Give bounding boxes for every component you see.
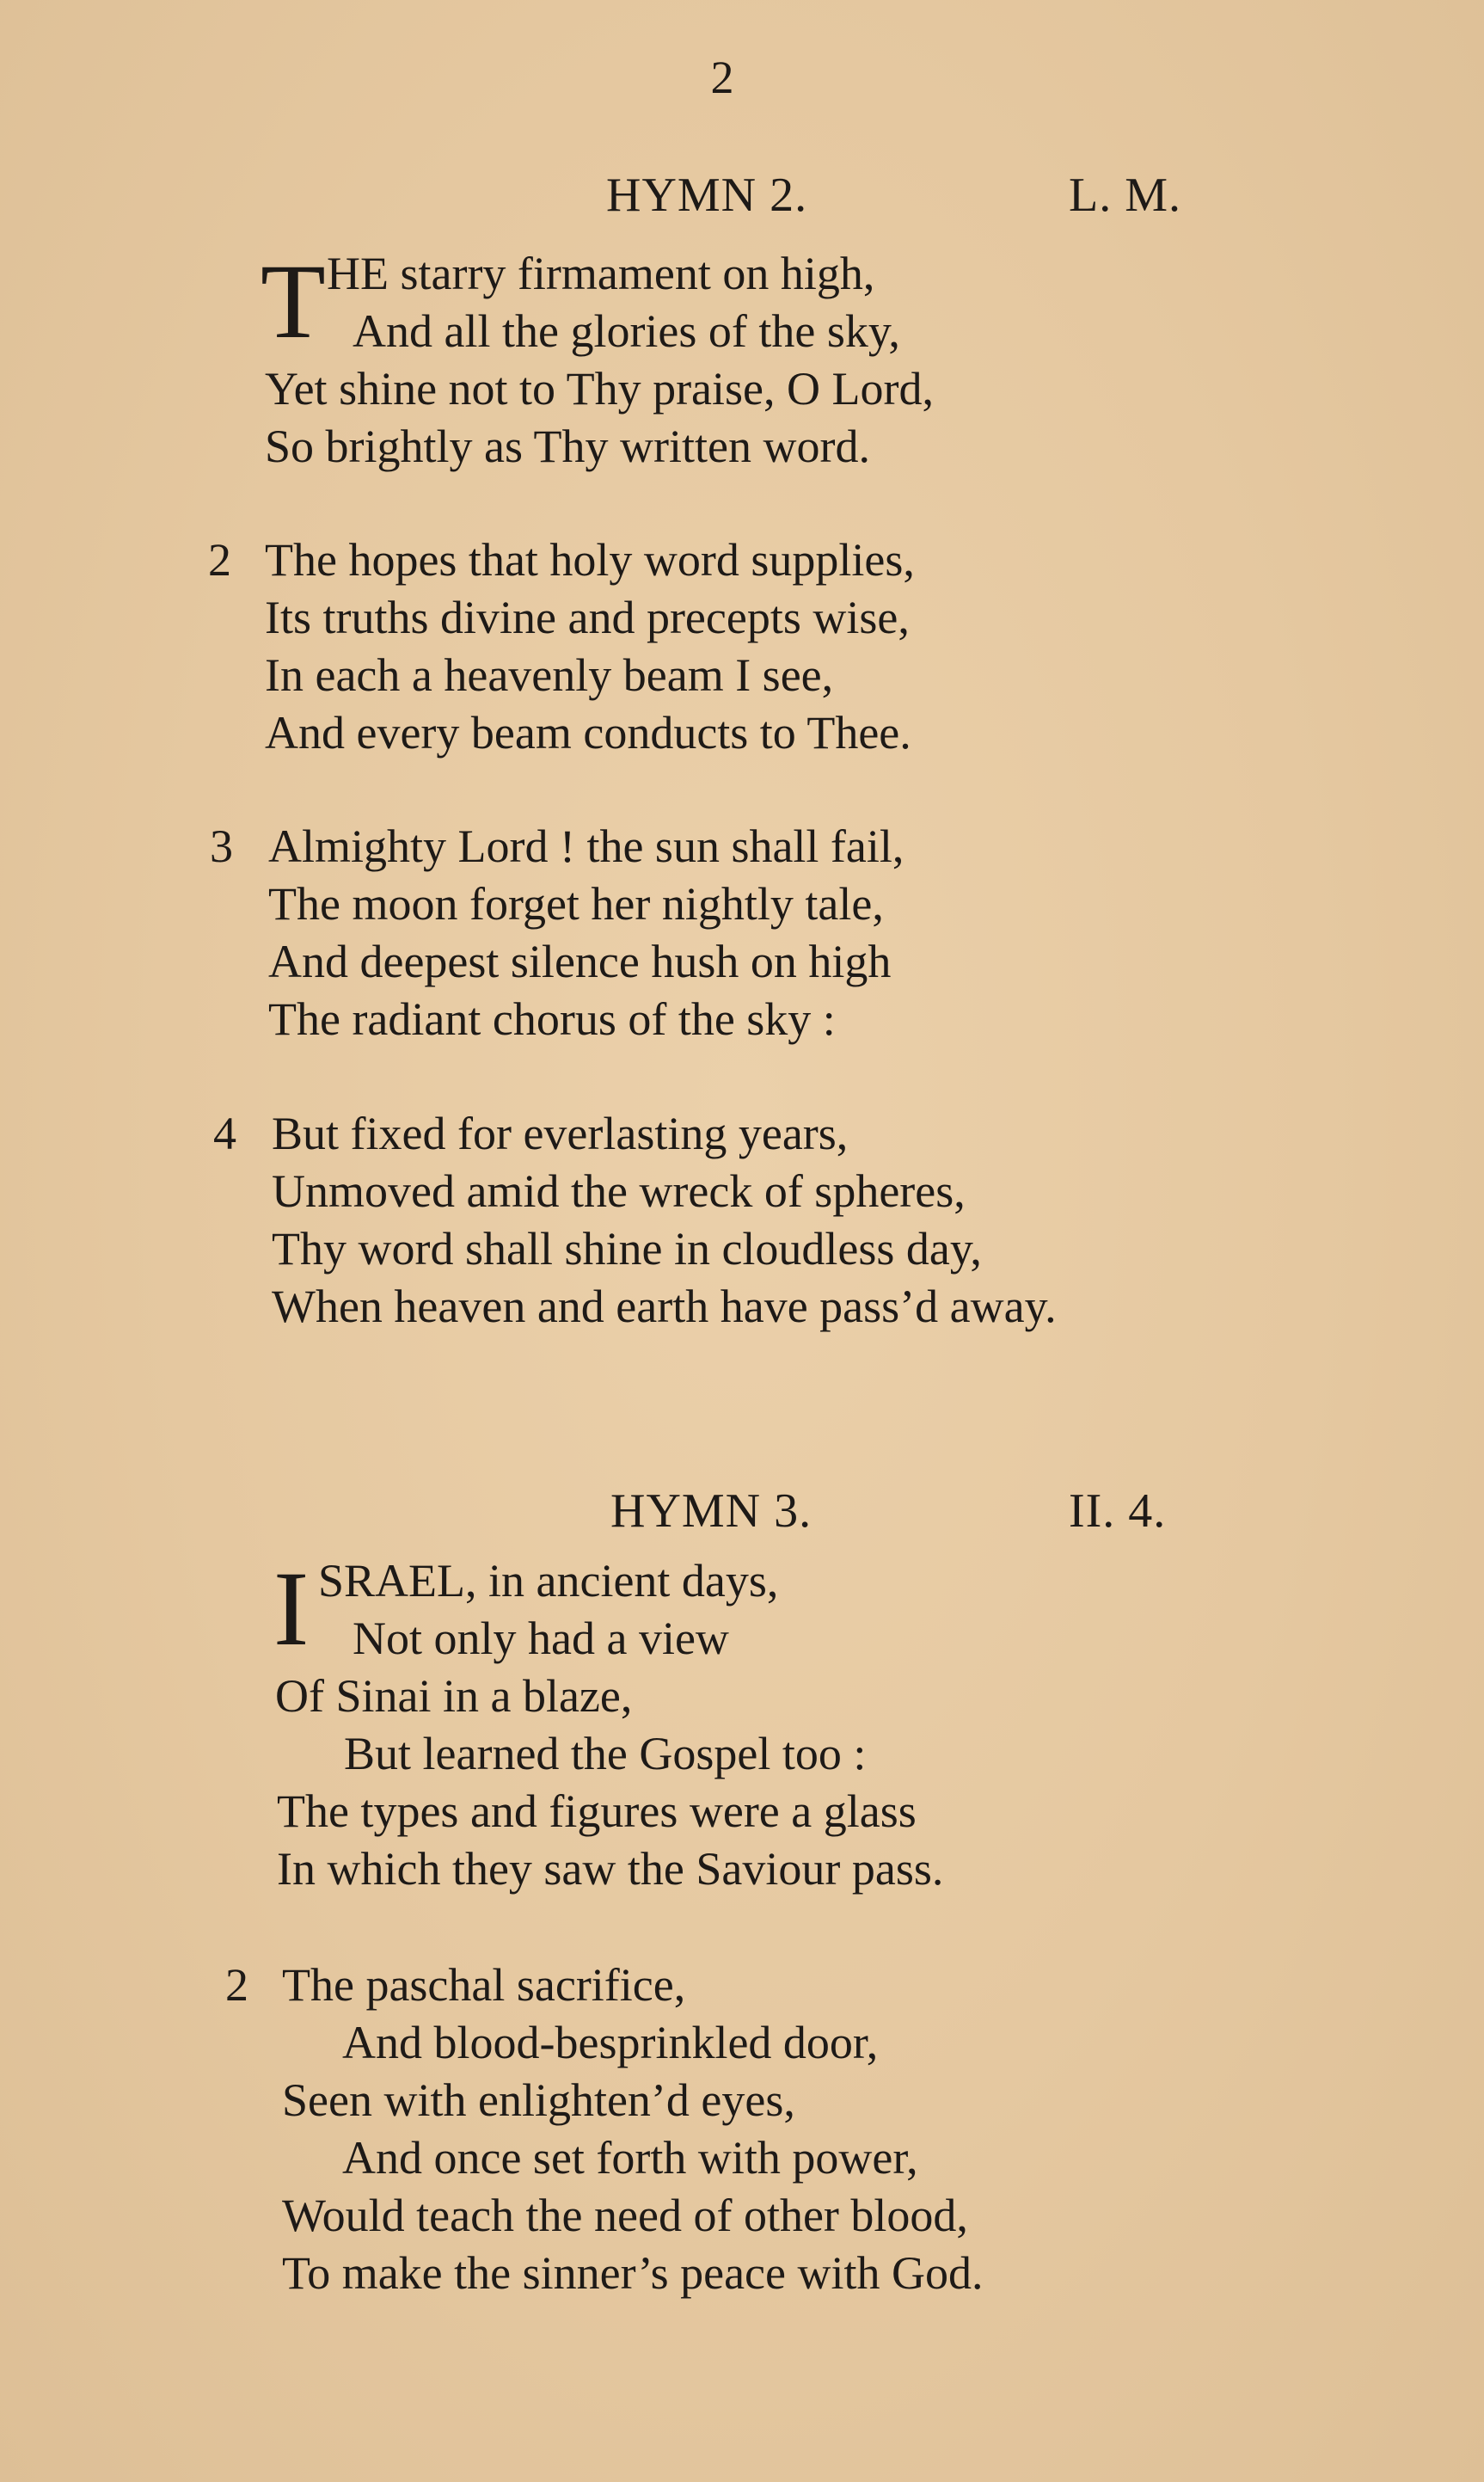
verse-line: So brightly as Thy written word. <box>265 421 870 472</box>
verse-line: Would teach the need of other blood, <box>282 2190 968 2241</box>
verse-line: Thy word shall shine in cloudless day, <box>272 1223 982 1275</box>
verse-line: To make the sinner’s peace with God. <box>282 2247 984 2299</box>
drop-cap: T <box>261 243 326 360</box>
verse-line: HE starry firmament on high, <box>327 248 875 299</box>
verse-line: The types and figures were a glass <box>277 1785 917 1837</box>
stanza-number: 3 <box>210 820 233 872</box>
page-number: 2 <box>710 52 734 103</box>
verse-line: When heaven and earth have pass’d away. <box>272 1281 1057 1332</box>
hymn-header <box>0 168 1484 223</box>
verse-line: And once set forth with power, <box>342 2132 918 2184</box>
hymn-meter: II. 4. <box>1069 1484 1167 1538</box>
hymn-meter: L. M. <box>1069 169 1181 222</box>
verse-line: The moon forget her nightly tale, <box>268 878 884 930</box>
verse-line: In which they saw the Saviour pass. <box>277 1843 944 1895</box>
hymn-title: HYMN 2. <box>606 169 808 222</box>
hymn-header <box>0 1484 1484 1539</box>
verse-line: Almighty Lord ! the sun shall fail, <box>268 820 905 872</box>
stanza-number: 4 <box>213 1108 236 1159</box>
verse-line: But fixed for everlasting years, <box>272 1108 849 1159</box>
verse-line: And all the glories of the sky, <box>353 305 900 357</box>
verse-line: Its truths divine and precepts wise, <box>265 592 910 643</box>
verse-line: The paschal sacrifice, <box>282 1959 686 2011</box>
verse-line: And deepest silence hush on high <box>268 936 892 987</box>
verse-line: The hopes that holy word supplies, <box>265 534 915 586</box>
verse-line: And every beam conducts to Thee. <box>265 707 911 759</box>
verse-line: The radiant chorus of the sky : <box>268 993 836 1045</box>
stanza-number: 2 <box>225 1959 248 2011</box>
drop-cap: I <box>273 1550 310 1668</box>
verse-line: And blood-besprinkled door, <box>342 2017 879 2068</box>
stanza-number: 2 <box>208 534 231 586</box>
verse-line: Of Sinai in a blaze, <box>275 1670 633 1722</box>
verse-line: Yet shine not to Thy praise, O Lord, <box>265 363 934 415</box>
verse-line: But learned the Gospel too : <box>344 1728 867 1779</box>
verse-line: In each a heavenly beam I see, <box>265 649 834 701</box>
verse-line: Not only had a view <box>353 1613 729 1664</box>
verse-line: Seen with enlighten’d eyes, <box>282 2074 795 2126</box>
hymn-title: HYMN 3. <box>610 1484 813 1538</box>
verse-line: Unmoved amid the wreck of spheres, <box>272 1165 966 1217</box>
verse-line: SRAEL, in ancient days, <box>318 1555 779 1607</box>
